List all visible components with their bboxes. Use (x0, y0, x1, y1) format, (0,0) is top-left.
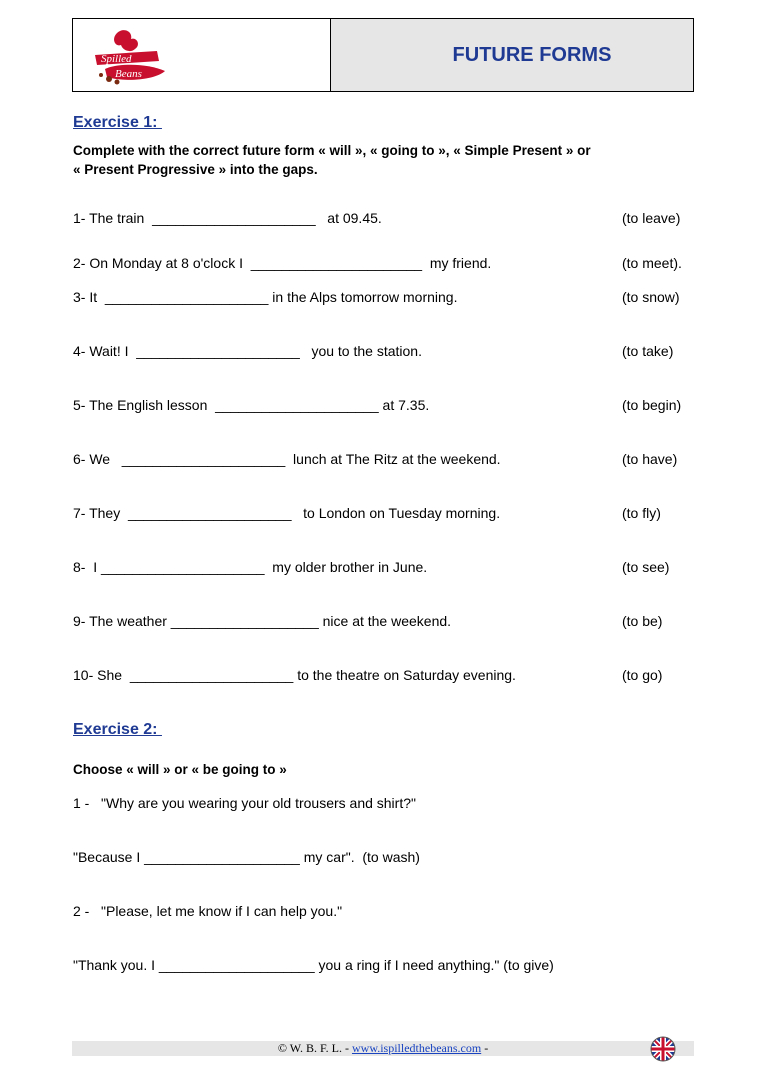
exercise-2-instructions: Choose « will » or « be going to » (73, 762, 287, 777)
exercise-2-heading: Exercise 2: (73, 721, 162, 738)
logo-cell (73, 19, 331, 91)
exercise-1-item-verb: (to have) (622, 451, 678, 467)
exercise-1-item: 2- On Monday at 8 o'clock I ______________________ my friend. (73, 255, 492, 271)
exercise-1-item-verb: (to go) (622, 667, 663, 683)
exercise-1-item-verb: (to leave) (622, 210, 681, 226)
uk-flag-icon (650, 1036, 676, 1062)
exercise-1-item: 1- The train _____________________ at 09.45. (73, 210, 382, 226)
exercise-2-line: 1 - "Why are you wearing your old trousers and shirt?" (73, 795, 416, 811)
exercise-1-item: 9- The weather ___________________ nice at the weekend. (73, 613, 452, 629)
footer-website-link[interactable]: www.ispilledthebeans.com (351, 1041, 482, 1055)
exercise-1-item-verb: (to meet). (622, 255, 682, 271)
exercise-1-item: 5- The English lesson _____________________ at 7.35. (73, 397, 430, 413)
exercise-1-item-verb: (to fly) (622, 505, 661, 521)
exercise-1-item-verb: (to see) (622, 559, 670, 575)
exercise-2-line: "Thank you. I ____________________ you a ring if I need anything." (to give) (73, 957, 554, 973)
exercise-2-line: 2 - "Please, let me know if I can help you." (73, 903, 343, 919)
footer (72, 1041, 694, 1056)
page-title: FUTURE FORMS (452, 43, 612, 66)
exercise-1-item-verb: (to be) (622, 613, 663, 629)
exercise-1-item-verb: (to snow) (622, 289, 680, 305)
footer-suffix: - (481, 1041, 489, 1055)
exercise-1-item: 3- It _____________________ in the Alps tomorrow morning. (73, 289, 458, 305)
exercise-1-instructions-line2: « Present Progressive » into the gaps. (73, 162, 318, 177)
title-cell (331, 19, 693, 91)
svg-text:Beans: Beans (115, 68, 142, 80)
svg-text:Spilled: Spilled (101, 53, 132, 65)
header-box (72, 18, 694, 92)
exercise-1-instructions-line1: Complete with the correct future form « will », « going to », « Simple Present » or (73, 143, 591, 158)
exercise-2-line: "Because I ____________________ my car". (to wash) (73, 849, 420, 865)
footer-copyright: © W. B. F. L. - (277, 1041, 352, 1055)
exercise-1-item: 4- Wait! I _____________________ you to the station. (73, 343, 422, 359)
exercise-1-item: 8- I _____________________ my older brother in June. (73, 559, 428, 575)
spilled-the-beans-logo (87, 27, 177, 87)
exercise-1-item: 7- They _____________________ to London on Tuesday morning. (73, 505, 501, 521)
exercise-1-item: 6- We _____________________ lunch at The Ritz at the weekend. (73, 451, 501, 467)
exercise-1-item-verb: (to take) (622, 343, 674, 359)
exercise-1-item: 10- She _____________________ to the theatre on Saturday evening. (73, 667, 516, 683)
exercise-1-item-verb: (to begin) (622, 397, 682, 413)
exercise-1-heading: Exercise 1: (73, 114, 162, 131)
